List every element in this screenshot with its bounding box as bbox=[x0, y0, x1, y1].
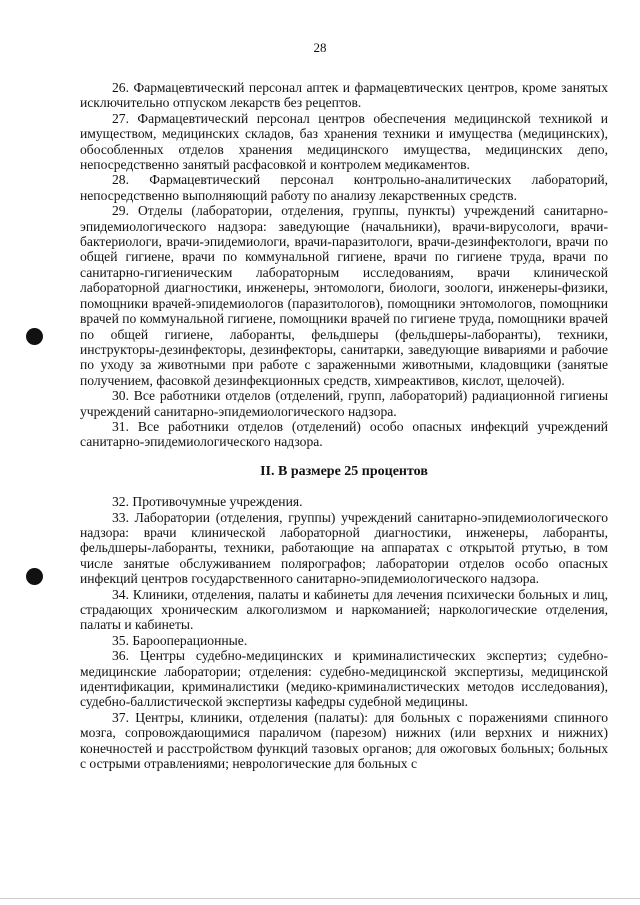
page-edge-divider bbox=[0, 898, 640, 899]
paragraph-item-30: 30. Все работники отделов (отделений, групп, лабораторий) радиационной гигиены учреждений санитарно-эпидемиологического надзора. bbox=[80, 388, 608, 419]
paragraph-item-29: 29. Отделы (лаборатории, отделения, группы, пункты) учреждений санитарно-эпидемиологического надзора: заведующие (начальники), врачи-вирусологи, врачи-бактериологи, врачи-эпидемиологи, врачи-паразитологи, врачи-дезинфектологи, врачи по общей гигиене, врачи по коммунальной гигиене, врачи по гигиене труда, врачи по санитарно-гигиеническим лабораторным исследованиям, врачи клинической лабораторной диагностики, инженеры, энтомологи, биологи, зоологи, инженеры-физики, помощники врачей-эпидемиологов (паразитологов), помощники энтомологов, помощники врачей по коммунальной гигиене, помощники врачей по гигиене труда, помощники врачей по общей гигиене, лаборанты, фельдшеры (фельдшеры-лаборанты), техники, инструкторы-дезинфекторы, дезинфекторы, санитарки, заведующие вивариями и рабочие по уходу за животными при работе с зараженными животными, кладовщики (занятые получением, фасовкой дезинфекционных средств, химреактивов, кислот, щелочей). bbox=[80, 203, 608, 388]
paragraph-item-28: 28. Фармацевтический персонал контрольно-аналитических лабораторий, непосредственно выполняющий работу по анализу лекарственных средств. bbox=[80, 172, 608, 203]
paragraph-item-26: 26. Фармацевтический персонал аптек и фармацевтических центров, кроме занятых исключительно отпуском лекарств без рецептов. bbox=[80, 80, 608, 111]
paragraph-item-35: 35. Бароoперационные. bbox=[112, 632, 248, 648]
paragraph-item-37: 37. Центры, клиники, отделения (палаты): для больных с поражениями спинного мозга, сопровождающимися параличом (парезом) нижних (или верхних и нижних) конечностей и расстройством функций тазовых органов; для ожоговых больных; больных с острыми отравлениями; неврологические для больных с bbox=[80, 709, 608, 772]
paragraph-item-31: 31. Все работники отделов (отделений) особо опасных инфекций учреждений санитарно-эпидемиологического надзора. bbox=[80, 418, 608, 450]
paragraph-item-34: 34. Клиники, отделения, палаты и кабинеты для лечения психически больных и лиц, страдающих хроническим алкоголизмом и наркоманией; наркологические отделения, палаты и кабинеты. bbox=[80, 586, 608, 633]
document-body bbox=[80, 80, 608, 771]
binder-hole-mark bbox=[26, 568, 43, 585]
binder-hole-mark bbox=[26, 328, 43, 345]
page-number: 28 bbox=[313, 40, 327, 55]
paragraph-item-33: 33. Лаборатории (отделения, группы) учреждений санитарно-эпидемиологического надзора: врачи клинической лабораторной диагностики, инженеры, лаборанты, фельдшеры-лаборанты, техники, работающие на аппаратах с открытой ртутью, в том числе занятые обслуживанием полярографов; лаборатории отделов особо опасных инфекций центров государственного санитарно-эпидемиологического надзора. bbox=[80, 509, 608, 587]
paragraph-item-27: 27. Фармацевтический персонал центров обеспечения медицинской техникой и имуществом, медицинских складов, баз хранения техники и имущества (медицинских), обособленных отделов хранения медицинского имущества, медицинских депо, непосредственно занятый расфасовкой и контролем медикаментов. bbox=[80, 110, 608, 173]
paragraph-item-36: 36. Центры судебно-медицинских и криминалистических экспертиз; судебно-медицинские лаборатории; отделения: судебно-медицинской экспертизы, медицинской идентификации, криминалистики (медико-криминалистических методов исследования), судебно-баллистической экспертизы кафедры судебной медицины. bbox=[80, 648, 608, 710]
section-heading: II. В размере 25 процентов bbox=[260, 463, 428, 479]
paragraph-item-32: 32. Противочумные учреждения. bbox=[112, 494, 303, 510]
